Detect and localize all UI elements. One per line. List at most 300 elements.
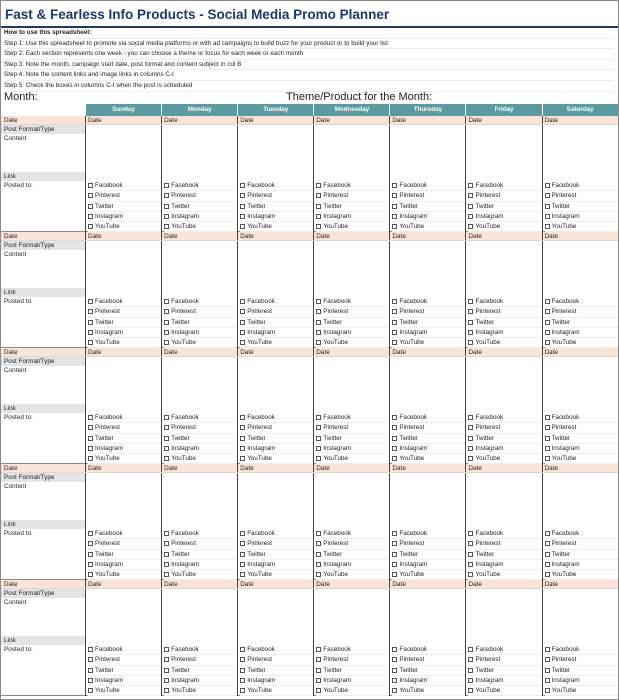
post-format-cell[interactable]: [313, 473, 389, 482]
platform-option-facebook[interactable]: [468, 297, 541, 307]
platform-option-facebook[interactable]: [316, 529, 389, 539]
post-format-cell[interactable]: [465, 589, 541, 598]
platform-option-youtube[interactable]: [468, 222, 541, 232]
content-cell[interactable]: [313, 250, 389, 288]
date-cell[interactable]: Date: [161, 116, 237, 124]
checkbox[interactable]: [164, 214, 169, 219]
checkbox[interactable]: [316, 330, 321, 335]
platform-option-instagram[interactable]: [468, 560, 541, 570]
link-cell[interactable]: [313, 288, 389, 297]
checkbox[interactable]: [240, 309, 245, 314]
post-format-cell[interactable]: [542, 125, 618, 134]
content-cell[interactable]: [85, 598, 161, 636]
platform-option-twitter[interactable]: [392, 550, 465, 560]
platform-option-instagram[interactable]: [164, 328, 237, 338]
post-format-cell[interactable]: [85, 473, 161, 482]
checkbox[interactable]: [392, 531, 397, 536]
checkbox[interactable]: [240, 425, 245, 430]
platform-option-instagram[interactable]: [545, 444, 618, 454]
platform-option-youtube[interactable]: [392, 454, 465, 464]
checkbox[interactable]: [316, 214, 321, 219]
platform-option-instagram[interactable]: [392, 328, 465, 338]
checkbox[interactable]: [468, 688, 473, 693]
date-cell[interactable]: Date: [85, 232, 161, 240]
post-format-cell[interactable]: [237, 241, 313, 250]
platform-option-youtube[interactable]: [240, 454, 313, 464]
platform-option-youtube[interactable]: [240, 570, 313, 580]
date-cell[interactable]: Date: [465, 348, 541, 356]
platform-option-instagram[interactable]: [164, 560, 237, 570]
platform-option-instagram[interactable]: [545, 212, 618, 222]
content-cell[interactable]: [313, 134, 389, 172]
platform-option-instagram[interactable]: [468, 676, 541, 686]
checkbox[interactable]: [88, 647, 93, 652]
checkbox[interactable]: [88, 552, 93, 557]
platform-option-youtube[interactable]: [164, 454, 237, 464]
checkbox[interactable]: [316, 647, 321, 652]
checkbox[interactable]: [316, 668, 321, 673]
platform-option-pinterest[interactable]: [316, 423, 389, 433]
platform-option-youtube[interactable]: [316, 222, 389, 232]
checkbox[interactable]: [545, 299, 550, 304]
date-cell[interactable]: Date: [161, 232, 237, 240]
checkbox[interactable]: [545, 330, 550, 335]
checkbox[interactable]: [316, 446, 321, 451]
checkbox[interactable]: [240, 572, 245, 577]
checkbox[interactable]: [88, 183, 93, 188]
platform-option-pinterest[interactable]: [88, 307, 161, 317]
platform-option-facebook[interactable]: [164, 645, 237, 655]
link-cell[interactable]: [465, 172, 541, 181]
checkbox[interactable]: [164, 446, 169, 451]
checkbox[interactable]: [88, 204, 93, 209]
checkbox[interactable]: [468, 193, 473, 198]
checkbox[interactable]: [164, 552, 169, 557]
link-cell[interactable]: [161, 288, 237, 297]
checkbox[interactable]: [88, 572, 93, 577]
platform-option-facebook[interactable]: [88, 413, 161, 423]
platform-option-pinterest[interactable]: [392, 423, 465, 433]
checkbox[interactable]: [545, 183, 550, 188]
checkbox[interactable]: [545, 541, 550, 546]
link-cell[interactable]: [161, 636, 237, 645]
platform-option-youtube[interactable]: [240, 222, 313, 232]
date-cell[interactable]: Date: [161, 348, 237, 356]
checkbox[interactable]: [240, 647, 245, 652]
platform-option-youtube[interactable]: [88, 222, 161, 232]
platform-option-youtube[interactable]: [545, 454, 618, 464]
checkbox[interactable]: [392, 204, 397, 209]
platform-option-instagram[interactable]: [240, 328, 313, 338]
checkbox[interactable]: [240, 541, 245, 546]
checkbox[interactable]: [88, 224, 93, 229]
platform-option-facebook[interactable]: [545, 297, 618, 307]
post-format-cell[interactable]: [542, 241, 618, 250]
platform-option-instagram[interactable]: [164, 444, 237, 454]
content-cell[interactable]: [237, 134, 313, 172]
platform-option-pinterest[interactable]: [468, 655, 541, 665]
date-cell[interactable]: Date: [542, 232, 618, 240]
platform-option-facebook[interactable]: [88, 529, 161, 539]
platform-option-instagram[interactable]: [164, 212, 237, 222]
checkbox[interactable]: [392, 309, 397, 314]
checkbox[interactable]: [545, 340, 550, 345]
content-cell[interactable]: [237, 250, 313, 288]
link-cell[interactable]: [389, 288, 465, 297]
checkbox[interactable]: [545, 552, 550, 557]
link-cell[interactable]: [161, 520, 237, 529]
checkbox[interactable]: [545, 425, 550, 430]
checkbox[interactable]: [240, 224, 245, 229]
checkbox[interactable]: [240, 415, 245, 420]
checkbox[interactable]: [240, 193, 245, 198]
link-cell[interactable]: [313, 520, 389, 529]
platform-option-youtube[interactable]: [88, 570, 161, 580]
date-cell[interactable]: Date: [542, 348, 618, 356]
content-cell[interactable]: [389, 598, 465, 636]
platform-option-facebook[interactable]: [240, 529, 313, 539]
link-cell[interactable]: [465, 288, 541, 297]
checkbox[interactable]: [240, 214, 245, 219]
checkbox[interactable]: [164, 204, 169, 209]
checkbox[interactable]: [468, 572, 473, 577]
link-cell[interactable]: [237, 404, 313, 413]
platform-option-youtube[interactable]: [392, 686, 465, 696]
platform-option-twitter[interactable]: [88, 318, 161, 328]
platform-option-youtube[interactable]: [545, 570, 618, 580]
date-cell[interactable]: Date: [313, 464, 389, 472]
link-cell[interactable]: [85, 172, 161, 181]
platform-option-youtube[interactable]: [468, 570, 541, 580]
checkbox[interactable]: [392, 330, 397, 335]
platform-option-pinterest[interactable]: [316, 191, 389, 201]
post-format-cell[interactable]: [85, 589, 161, 598]
link-cell[interactable]: [161, 404, 237, 413]
checkbox[interactable]: [392, 436, 397, 441]
date-cell[interactable]: Date: [161, 464, 237, 472]
post-format-cell[interactable]: [161, 241, 237, 250]
platform-option-facebook[interactable]: [468, 529, 541, 539]
post-format-cell[interactable]: [161, 125, 237, 134]
platform-option-twitter[interactable]: [316, 318, 389, 328]
platform-option-pinterest[interactable]: [468, 191, 541, 201]
checkbox[interactable]: [164, 425, 169, 430]
checkbox[interactable]: [240, 446, 245, 451]
platform-option-twitter[interactable]: [88, 666, 161, 676]
checkbox[interactable]: [316, 183, 321, 188]
checkbox[interactable]: [88, 446, 93, 451]
checkbox[interactable]: [392, 183, 397, 188]
platform-option-youtube[interactable]: [316, 338, 389, 348]
platform-option-twitter[interactable]: [88, 434, 161, 444]
platform-option-twitter[interactable]: [468, 434, 541, 444]
checkbox[interactable]: [88, 340, 93, 345]
checkbox[interactable]: [88, 214, 93, 219]
platform-option-pinterest[interactable]: [240, 423, 313, 433]
date-cell[interactable]: Date: [313, 580, 389, 588]
platform-option-youtube[interactable]: [164, 222, 237, 232]
post-format-cell[interactable]: [465, 125, 541, 134]
post-format-cell[interactable]: [465, 473, 541, 482]
link-cell[interactable]: [465, 520, 541, 529]
content-cell[interactable]: [161, 250, 237, 288]
date-cell[interactable]: Date: [389, 580, 465, 588]
checkbox[interactable]: [545, 647, 550, 652]
platform-option-pinterest[interactable]: [164, 655, 237, 665]
link-cell[interactable]: [389, 520, 465, 529]
platform-option-pinterest[interactable]: [545, 423, 618, 433]
platform-option-pinterest[interactable]: [392, 191, 465, 201]
platform-option-youtube[interactable]: [240, 686, 313, 696]
checkbox[interactable]: [88, 668, 93, 673]
platform-option-pinterest[interactable]: [545, 655, 618, 665]
platform-option-pinterest[interactable]: [392, 307, 465, 317]
checkbox[interactable]: [468, 214, 473, 219]
platform-option-pinterest[interactable]: [240, 539, 313, 549]
platform-option-instagram[interactable]: [316, 444, 389, 454]
checkbox[interactable]: [88, 193, 93, 198]
platform-option-twitter[interactable]: [240, 318, 313, 328]
platform-option-youtube[interactable]: [88, 454, 161, 464]
checkbox[interactable]: [468, 541, 473, 546]
platform-option-pinterest[interactable]: [316, 307, 389, 317]
checkbox[interactable]: [545, 204, 550, 209]
checkbox[interactable]: [240, 340, 245, 345]
link-cell[interactable]: [313, 172, 389, 181]
post-format-cell[interactable]: [542, 357, 618, 366]
platform-option-facebook[interactable]: [240, 645, 313, 655]
checkbox[interactable]: [316, 309, 321, 314]
checkbox[interactable]: [240, 657, 245, 662]
date-cell[interactable]: Date: [237, 580, 313, 588]
platform-option-youtube[interactable]: [545, 338, 618, 348]
platform-option-pinterest[interactable]: [88, 539, 161, 549]
platform-option-twitter[interactable]: [88, 202, 161, 212]
platform-option-instagram[interactable]: [240, 212, 313, 222]
platform-option-instagram[interactable]: [468, 212, 541, 222]
content-cell[interactable]: [465, 250, 541, 288]
platform-option-youtube[interactable]: [88, 686, 161, 696]
checkbox[interactable]: [545, 688, 550, 693]
checkbox[interactable]: [240, 183, 245, 188]
platform-option-twitter[interactable]: [164, 202, 237, 212]
platform-option-facebook[interactable]: [88, 181, 161, 191]
platform-option-twitter[interactable]: [392, 202, 465, 212]
checkbox[interactable]: [164, 688, 169, 693]
platform-option-instagram[interactable]: [545, 676, 618, 686]
checkbox[interactable]: [392, 214, 397, 219]
checkbox[interactable]: [316, 562, 321, 567]
checkbox[interactable]: [164, 193, 169, 198]
checkbox[interactable]: [88, 436, 93, 441]
checkbox[interactable]: [164, 647, 169, 652]
platform-option-youtube[interactable]: [316, 570, 389, 580]
date-cell[interactable]: Date: [237, 348, 313, 356]
checkbox[interactable]: [164, 678, 169, 683]
content-cell[interactable]: [161, 134, 237, 172]
platform-option-youtube[interactable]: [316, 686, 389, 696]
checkbox[interactable]: [88, 531, 93, 536]
platform-option-facebook[interactable]: [316, 413, 389, 423]
platform-option-facebook[interactable]: [316, 181, 389, 191]
link-cell[interactable]: [313, 636, 389, 645]
checkbox[interactable]: [545, 320, 550, 325]
date-cell[interactable]: Date: [389, 116, 465, 124]
post-format-cell[interactable]: [389, 125, 465, 134]
date-cell[interactable]: Date: [542, 464, 618, 472]
content-cell[interactable]: [161, 366, 237, 404]
platform-option-twitter[interactable]: [164, 318, 237, 328]
link-cell[interactable]: [313, 404, 389, 413]
content-cell[interactable]: [85, 482, 161, 520]
post-format-cell[interactable]: [542, 589, 618, 598]
checkbox[interactable]: [468, 299, 473, 304]
post-format-cell[interactable]: [85, 241, 161, 250]
checkbox[interactable]: [164, 183, 169, 188]
platform-option-twitter[interactable]: [240, 666, 313, 676]
platform-option-pinterest[interactable]: [545, 539, 618, 549]
platform-option-twitter[interactable]: [468, 202, 541, 212]
checkbox[interactable]: [468, 224, 473, 229]
date-cell[interactable]: Date: [465, 116, 541, 124]
checkbox[interactable]: [392, 541, 397, 546]
checkbox[interactable]: [468, 562, 473, 567]
content-cell[interactable]: [542, 366, 618, 404]
platform-option-twitter[interactable]: [316, 550, 389, 560]
link-cell[interactable]: [542, 636, 618, 645]
platform-option-twitter[interactable]: [316, 202, 389, 212]
checkbox[interactable]: [316, 436, 321, 441]
checkbox[interactable]: [545, 224, 550, 229]
checkbox[interactable]: [468, 415, 473, 420]
post-format-cell[interactable]: [161, 357, 237, 366]
checkbox[interactable]: [545, 456, 550, 461]
platform-option-facebook[interactable]: [164, 413, 237, 423]
checkbox[interactable]: [164, 562, 169, 567]
checkbox[interactable]: [468, 183, 473, 188]
platform-option-twitter[interactable]: [392, 318, 465, 328]
content-cell[interactable]: [313, 366, 389, 404]
checkbox[interactable]: [545, 531, 550, 536]
platform-option-pinterest[interactable]: [316, 539, 389, 549]
platform-option-pinterest[interactable]: [88, 423, 161, 433]
platform-option-twitter[interactable]: [240, 202, 313, 212]
date-cell[interactable]: Date: [389, 464, 465, 472]
platform-option-facebook[interactable]: [545, 529, 618, 539]
checkbox[interactable]: [316, 415, 321, 420]
checkbox[interactable]: [468, 320, 473, 325]
content-cell[interactable]: [161, 598, 237, 636]
date-cell[interactable]: Date: [85, 348, 161, 356]
checkbox[interactable]: [468, 668, 473, 673]
checkbox[interactable]: [88, 309, 93, 314]
content-cell[interactable]: [465, 598, 541, 636]
link-cell[interactable]: [237, 172, 313, 181]
platform-option-instagram[interactable]: [240, 560, 313, 570]
date-cell[interactable]: Date: [313, 232, 389, 240]
checkbox[interactable]: [545, 562, 550, 567]
checkbox[interactable]: [240, 688, 245, 693]
checkbox[interactable]: [240, 204, 245, 209]
checkbox[interactable]: [392, 320, 397, 325]
post-format-cell[interactable]: [85, 357, 161, 366]
platform-option-twitter[interactable]: [164, 550, 237, 560]
checkbox[interactable]: [468, 204, 473, 209]
checkbox[interactable]: [392, 647, 397, 652]
platform-option-youtube[interactable]: [392, 338, 465, 348]
platform-option-pinterest[interactable]: [240, 191, 313, 201]
post-format-cell[interactable]: [237, 589, 313, 598]
checkbox[interactable]: [545, 572, 550, 577]
link-cell[interactable]: [389, 404, 465, 413]
post-format-cell[interactable]: [389, 589, 465, 598]
date-cell[interactable]: Date: [465, 464, 541, 472]
link-cell[interactable]: [542, 520, 618, 529]
checkbox[interactable]: [392, 572, 397, 577]
checkbox[interactable]: [545, 193, 550, 198]
post-format-cell[interactable]: [389, 241, 465, 250]
post-format-cell[interactable]: [465, 357, 541, 366]
platform-option-pinterest[interactable]: [468, 307, 541, 317]
platform-option-youtube[interactable]: [88, 338, 161, 348]
platform-option-twitter[interactable]: [545, 434, 618, 444]
platform-option-pinterest[interactable]: [545, 191, 618, 201]
checkbox[interactable]: [545, 678, 550, 683]
platform-option-twitter[interactable]: [468, 318, 541, 328]
platform-option-twitter[interactable]: [392, 434, 465, 444]
checkbox[interactable]: [88, 678, 93, 683]
platform-option-youtube[interactable]: [164, 686, 237, 696]
platform-option-instagram[interactable]: [240, 676, 313, 686]
platform-option-twitter[interactable]: [545, 318, 618, 328]
platform-option-instagram[interactable]: [316, 560, 389, 570]
checkbox[interactable]: [88, 330, 93, 335]
checkbox[interactable]: [545, 446, 550, 451]
content-cell[interactable]: [542, 482, 618, 520]
content-cell[interactable]: [85, 134, 161, 172]
platform-option-twitter[interactable]: [240, 550, 313, 560]
checkbox[interactable]: [88, 562, 93, 567]
checkbox[interactable]: [392, 456, 397, 461]
platform-option-pinterest[interactable]: [164, 423, 237, 433]
checkbox[interactable]: [316, 340, 321, 345]
date-cell[interactable]: Date: [465, 232, 541, 240]
checkbox[interactable]: [240, 330, 245, 335]
checkbox[interactable]: [392, 657, 397, 662]
post-format-cell[interactable]: [313, 241, 389, 250]
post-format-cell[interactable]: [85, 125, 161, 134]
content-cell[interactable]: [313, 482, 389, 520]
content-cell[interactable]: [313, 598, 389, 636]
platform-option-youtube[interactable]: [392, 222, 465, 232]
link-cell[interactable]: [389, 172, 465, 181]
checkbox[interactable]: [164, 340, 169, 345]
checkbox[interactable]: [545, 436, 550, 441]
date-cell[interactable]: Date: [237, 232, 313, 240]
checkbox[interactable]: [316, 657, 321, 662]
platform-option-youtube[interactable]: [240, 338, 313, 348]
date-cell[interactable]: Date: [237, 116, 313, 124]
platform-option-twitter[interactable]: [392, 666, 465, 676]
content-cell[interactable]: [85, 250, 161, 288]
platform-option-youtube[interactable]: [545, 686, 618, 696]
platform-option-twitter[interactable]: [468, 666, 541, 676]
link-cell[interactable]: [85, 636, 161, 645]
platform-option-pinterest[interactable]: [468, 539, 541, 549]
platform-option-pinterest[interactable]: [545, 307, 618, 317]
post-format-cell[interactable]: [313, 589, 389, 598]
date-cell[interactable]: Date: [237, 464, 313, 472]
